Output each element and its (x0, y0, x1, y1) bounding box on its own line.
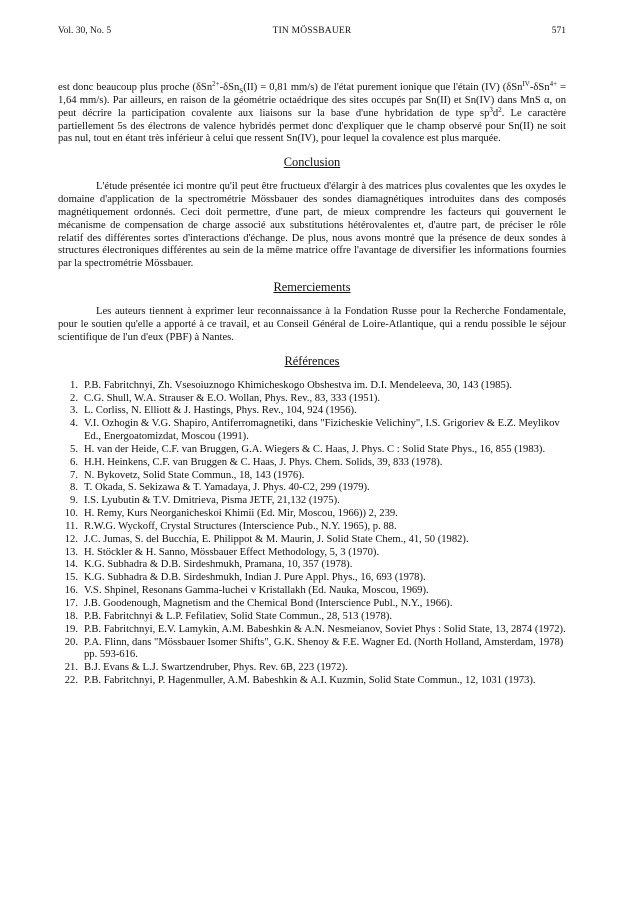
intro-text-7: . Le caractère partiellement 5s des électrons de valence hybridés permet donc d'expliquer que le champ observé pour Sn(II) ne soit pas nul, tout en étant très inférieur à celui que ressent Sn(IV), pour lequel la covalence est plus marquée. (58, 107, 566, 145)
conclusion-paragraph: L'étude présentée ici montre qu'il peut être fructueux d'élargir à des matrices plus covalentes que les oxydes le domaine d'application de la spectrométrie Mössbauer des sondes diamagnétiques introduites dans des composés magnétiquement ordonnés. Ceci doit permettre, d'une part, de mieux comprendre les facteurs qui gouvernent le mécanisme de compensation de charge associé aux substitutions hétérovalentes et, d'autre part, de préciser le rôle relatif des différentes sortes d'interactions d'échange. De plus, nous avons montré que la présence de deux sondes à structures électroniques différentes au sein de la même matrice offre l'avantage de diversifier les informations fournies par la spectrométrie Mössbauer. (58, 181, 566, 270)
reference-item: 20. P.A. Flinn, dans "Mössbauer Isomer Shifts", G.K. Shenoy & F.E. Wagner Ed. (North Holland, Amsterdam, 1978) pp. 593-616. (64, 636, 564, 661)
reference-list (58, 380, 566, 688)
intro-sup-3: 4+ (549, 80, 558, 88)
conclusion-heading: Conclusion (283, 155, 341, 170)
reference-item: 11. R.W.G. Wyckoff, Crystal Structures (Interscience Pub., N.Y. 1965), p. 88. (65, 520, 397, 532)
references-heading: Références (284, 353, 340, 368)
intro-text-3: (II) = 0,81 mm/s) de l'état purement ionique que l'étain (IV) (δSn (243, 82, 523, 93)
reference-item: 16. V.S. Shpinel, Resonans Gamma-luchei v Kristallakh (Ed. Nauka, Moscou, 1969). (64, 585, 429, 597)
running-title: TIN MÖSSBAUER (272, 26, 352, 36)
reference-item: 13. H. Stöckler & H. Sanno, Mössbauer Effect Methodology, 5, 3 (1970). (64, 546, 380, 558)
reference-item: 7. N. Bykovetz, Solid State Commun., 18, 143 (1976). (70, 469, 305, 481)
intro-text-6: d (492, 107, 499, 119)
reference-item: 8. T. Okada, S. Sekizawa & T. Yamadaya, J. Phys. 40-C2, 299 (1979). (70, 482, 370, 494)
reference-item: 9. I.S. Lyubutin & T.V. Dmitrieva, Pisma JETF, 21,132 (1975). (70, 495, 340, 507)
intro-sup-1: 2+ (212, 80, 220, 88)
page-body (58, 82, 566, 688)
reference-item: 14. K.G. Subhadra & D.B. Sirdeshmukh, Pramana, 10, 357 (1978). (64, 559, 353, 571)
acknowledgements-paragraph: Les auteurs tiennent à exprimer leur reconnaissance à la Fondation Russe pour la Recherche Fondamentale, pour le soutien qu'elle a apporté à ce travail, et au Conseil Général de Loire-Atlantique, qui a rendu possible le séjour scientifique de l'un d'eux (PBF) à Nantes. (58, 306, 566, 343)
reference-item: 18. P.B. Fabritchnyi & L.P. Fefilatiev, Solid State Commun., 28, 513 (1978). (64, 610, 392, 622)
reference-item: 5. H. van der Heide, C.F. van Bruggen, G.A. Wiegers & C. Haas, J. Phys. C : Solid State Phys., 16, 855 (1983). (70, 443, 546, 455)
intro-text-5: = 1,64 mm/s). Par ailleurs, en raison de la géométrie octaédrique des sites occupés par Sn(II) et Sn(IV) dans MnS α, on peut décrire la participation covalente aux liaisons sur la base d'une hybridation de type sp (58, 82, 567, 119)
reference-item: 21. B.J. Evans & L.J. Swartzendruber, Phys. Rev. 6B, 223 (1972). (64, 662, 348, 674)
running-header (58, 26, 566, 40)
page-number: 571 (551, 26, 566, 36)
reference-item: 3. L. Corliss, N. Elliott & J. Hastings, Phys. Rev., 104, 924 (1956). (70, 405, 357, 417)
intro-text-1: est donc beaucoup plus proche (δSn (58, 82, 213, 93)
reference-item: 15. K.G. Subhadra & D.B. Sirdeshmukh, Indian J. Pure Appl. Phys., 16, 693 (1978). (64, 572, 426, 584)
reference-item: 1. P.B. Fabritchnyi, Zh. Vsesoiuznogo Khimicheskogo Obshestva im. D.I. Mendeleeva, 30, 143 (1985). (70, 379, 512, 391)
reference-item: 19. P.B. Fabritchnyi, E.V. Lamykin, A.M. Babeshkin & A.N. Nesmeianov, Soviet Phys : Solid State, 13, 2874 (1972). (64, 623, 566, 635)
reference-item: 22. P.B. Fabritchnyi, P. Hagenmuller, A.M. Babeshkin & A.I. Kuzmin, Solid State Commun., 12, 1031 (1973). (64, 675, 536, 687)
intro-paragraph (58, 82, 566, 146)
reference-item: 17. J.B. Goodenough, Magnetism and the Chemical Bond (Interscience Publ., N.Y., 1966). (64, 598, 453, 609)
acknowledgements-heading: Remerciements (273, 280, 351, 295)
reference-item: 12. J.C. Jumas, S. del Bucchia, E. Philippot & M. Maurin, J. Solid State Chem., 41, 50 (1982). (64, 533, 469, 545)
intro-sup-5: 2 (498, 105, 502, 114)
intro-text-2: -δSn (219, 82, 240, 93)
intro-sup-4: 3 (489, 105, 493, 114)
reference-item: 4. V.I. Ozhogin & V.G. Shapiro, Antiferromagnetiki, dans "Fizicheskie Velichiny", I.S. Grigoriev & E.Z. Meylikov Ed., Energoatomizdat, Moscou (1991). (70, 418, 560, 443)
reference-item: 6. H.H. Heinkens, C.F. van Bruggen & C. Haas, J. Phys. Chem. Solids, 39, 833 (1978). (70, 456, 443, 468)
intro-sup-2: IV (522, 80, 530, 88)
intro-sub-1: S (239, 87, 244, 96)
intro-text-4: -δSn (529, 82, 550, 93)
reference-item: 2. C.G. Shull, W.A. Strauser & E.O. Wollan, Phys. Rev., 83, 333 (1951). (70, 392, 381, 404)
reference-item: 10. H. Remy, Kurs Neorganicheskoi Khimii (Ed. Mir, Moscou, 1966)) 2, 239. (64, 508, 398, 520)
volume-label: Vol. 30, No. 5 (58, 26, 112, 36)
